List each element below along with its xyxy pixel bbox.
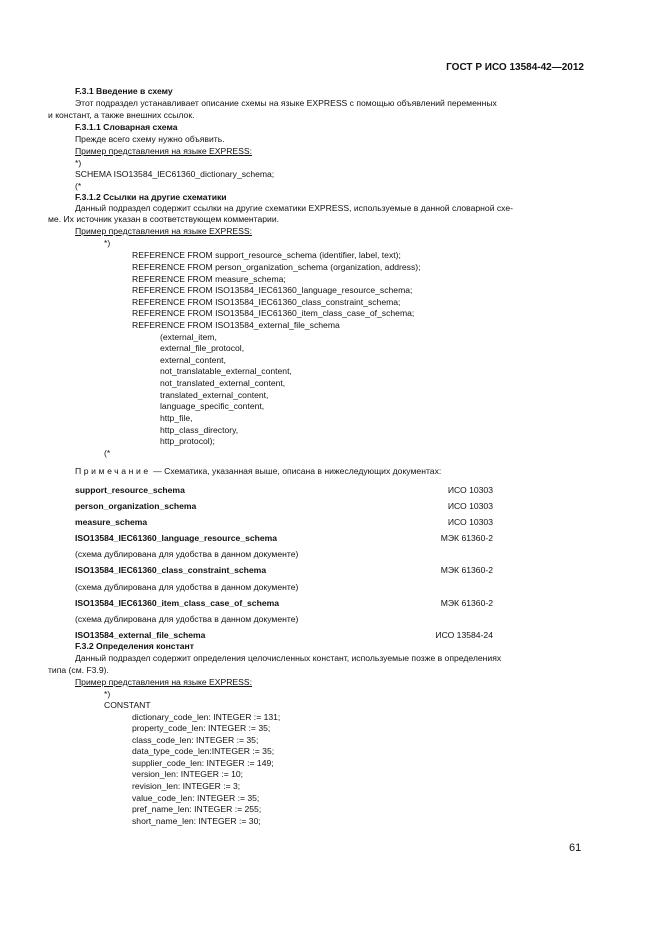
schema-remark: (схема дублирована для удобства в данном документе): [75, 614, 299, 624]
code-constant-line: short_name_len: INTEGER := 30;: [132, 816, 261, 826]
code-constant-line: data_type_code_len:INTEGER := 35;: [132, 746, 275, 756]
schema-name: ISO13584_IEC61360_class_constraint_schema: [75, 565, 267, 575]
code-reference-line: REFERENCE FROM ISO13584_IEC61360_language_resource_schema;: [132, 285, 413, 295]
schema-name: measure_schema: [75, 517, 148, 527]
code-item-line: not_translatable_external_content,: [160, 366, 292, 376]
page-number: 61: [569, 842, 582, 854]
code-constant-line: supplier_code_len: INTEGER := 149;: [132, 758, 274, 768]
paragraph-line: Прежде всего схему нужно объявить.: [75, 134, 225, 144]
schema-source-doc: ИСО 13584-24: [435, 630, 493, 640]
code-comment-open: *): [104, 238, 111, 248]
schema-name: person_organization_schema: [75, 501, 197, 511]
example-label: Пример представления на языке EXPRESS:: [75, 146, 253, 156]
code-constant-line: property_code_len: INTEGER := 35;: [132, 723, 271, 733]
code-reference-line: REFERENCE FROM measure_schema;: [132, 274, 286, 284]
paragraph-line: ме. Их источник указан в соответствующем комментарии.: [48, 214, 280, 224]
code-constant-line: dictionary_code_len: INTEGER := 131;: [132, 712, 281, 722]
code-comment-close: (*: [104, 448, 111, 458]
code-item-line: external_content,: [160, 355, 226, 365]
note-text: — Схематика, указанная выше, описана в нижеследующих документах:: [153, 466, 442, 476]
section-heading-f312: F.3.1.2 Ссылки на другие схематики: [75, 192, 227, 202]
code-constant-line: revision_len: INTEGER := 3;: [132, 781, 241, 791]
note-label: Примечание: [75, 466, 151, 476]
schema-source-doc: ИСО 10303: [447, 501, 493, 511]
schema-source-doc: ИСО 10303: [447, 517, 493, 527]
code-constant-keyword: CONSTANT: [104, 700, 151, 710]
code-constant-line: pref_name_len: INTEGER := 255;: [132, 804, 262, 814]
example-label: Пример представления на языке EXPRESS:: [75, 226, 253, 236]
paragraph-line: типа (см. F3.9).: [48, 665, 109, 675]
paragraph-line: и констант, а также внешних ссылок.: [48, 110, 195, 120]
code-item-line: http_file,: [160, 413, 193, 423]
document-header: ГОСТ Р ИСО 13584-42—2012: [446, 62, 584, 73]
paragraph-line: Данный подраздел содержит ссылки на другие схематики EXPRESS, используемые в данной словарной схе-: [75, 203, 514, 213]
section-heading-f311: F.3.1.1 Словарная схема: [75, 122, 178, 132]
section-heading-f31: F.3.1 Введение в схему: [75, 86, 173, 96]
schema-source-doc: МЭК 61360-2: [440, 565, 493, 575]
code-item-line: not_translated_external_content,: [160, 378, 286, 388]
schema-name: support_resource_schema: [75, 485, 185, 495]
code-item-line: language_specific_content,: [160, 401, 265, 411]
code-constant-line: value_code_len: INTEGER := 35;: [132, 793, 260, 803]
schema-name: ISO13584_IEC61360_language_resource_schema: [75, 533, 278, 543]
schema-source-doc: МЭК 61360-2: [440, 533, 493, 543]
code-reference-line: REFERENCE FROM person_organization_schema (organization, address);: [132, 262, 421, 272]
code-constant-line: version_len: INTEGER := 10;: [132, 769, 244, 779]
code-item-line: http_protocol);: [160, 436, 215, 446]
schema-remark: (схема дублирована для удобства в данном документе): [75, 582, 299, 592]
code-schema-declaration: SCHEMA ISO13584_IEC61360_dictionary_schema;: [75, 169, 275, 179]
code-reference-line: REFERENCE FROM ISO13584_external_file_schema: [132, 320, 340, 330]
code-reference-line: REFERENCE FROM ISO13584_IEC61360_item_class_case_of_schema;: [132, 308, 415, 318]
paragraph-line: Этот подраздел устанавливает описание схемы на языке EXPRESS с помощью объявлений переменных: [75, 98, 497, 108]
code-comment-open: *): [104, 689, 111, 699]
code-item-line: http_class_directory,: [160, 425, 239, 435]
code-item-line: translated_external_content,: [160, 390, 269, 400]
code-reference-line: REFERENCE FROM support_resource_schema (identifier, label, text);: [132, 250, 401, 260]
code-item-line: (external_item,: [160, 332, 217, 342]
schema-source-doc: ИСО 10303: [447, 485, 493, 495]
code-constant-line: class_code_len: INTEGER := 35;: [132, 735, 259, 745]
example-label: Пример представления на языке EXPRESS:: [75, 677, 253, 687]
schema-name: ISO13584_IEC61360_item_class_case_of_schema: [75, 598, 280, 608]
schema-source-doc: МЭК 61360-2: [440, 598, 493, 608]
paragraph-line: Данный подраздел содержит определения целочисленных констант, используемые позже в определениях: [75, 653, 502, 663]
note: [75, 466, 441, 478]
code-item-line: external_file_protocol,: [160, 343, 245, 353]
section-heading-f32: F.3.2 Определения констант: [75, 641, 194, 651]
code-comment-close: (*: [75, 181, 82, 191]
code-reference-line: REFERENCE FROM ISO13584_IEC61360_class_constraint_schema;: [132, 297, 401, 307]
schema-name: ISO13584_external_file_schema: [75, 630, 206, 640]
schema-remark: (схема дублирована для удобства в данном документе): [75, 549, 299, 559]
code-comment-open: *): [75, 158, 82, 168]
